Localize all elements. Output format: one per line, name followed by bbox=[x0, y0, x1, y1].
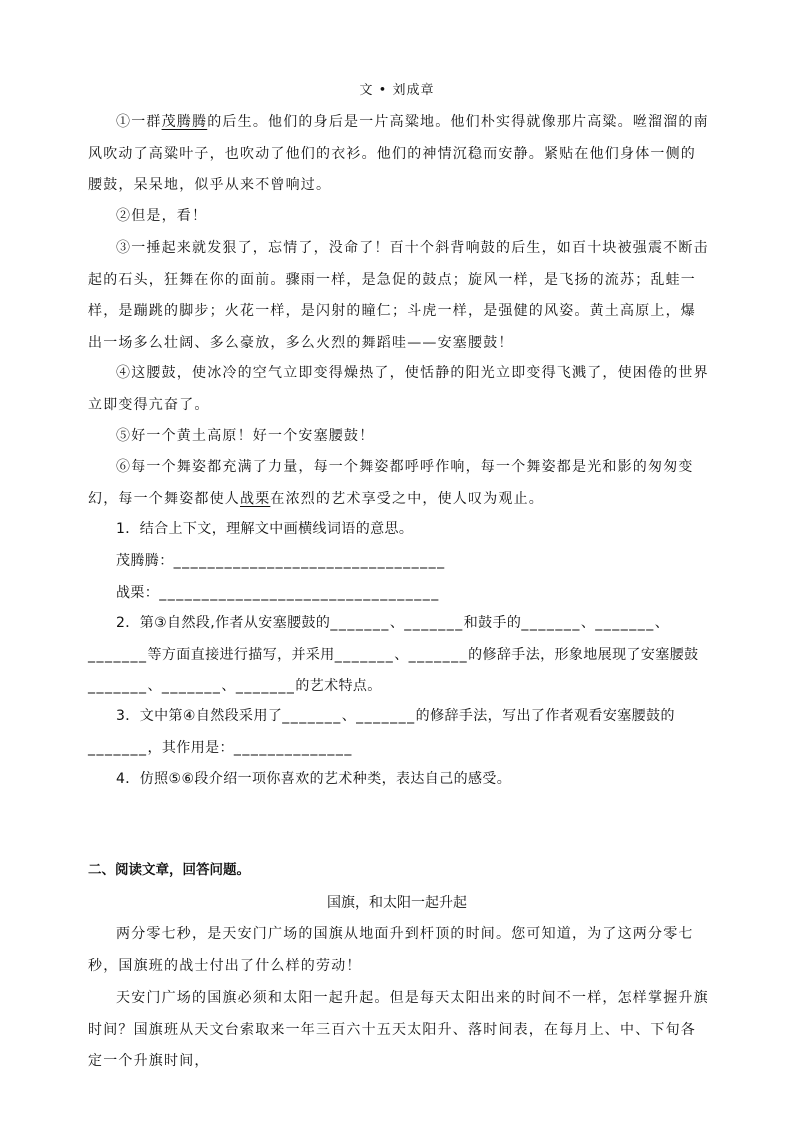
question-2-text: 、 bbox=[654, 615, 670, 631]
question-1b bbox=[88, 578, 710, 610]
question-2-text: 2．第③自然段,作者从安塞腰鼓的 bbox=[116, 615, 331, 631]
answer-blank[interactable]: _______ bbox=[235, 678, 296, 694]
underlined-term-2: 战栗 bbox=[240, 490, 271, 507]
answer-blank[interactable]: _______ bbox=[408, 646, 469, 663]
question-2 bbox=[88, 608, 710, 703]
paragraph-4: ④这腰鼓，使冰冷的空气立即变得燥热了，使恬静的阳光立即变得飞溅了，使困倦的世界立即变得亢奋了。 bbox=[88, 365, 709, 413]
answer-blank[interactable]: _______ bbox=[88, 646, 148, 663]
question-1b-label: 战栗： bbox=[116, 585, 160, 601]
answer-blank[interactable]: _________________________________ bbox=[159, 585, 440, 601]
question-2-text: 、 bbox=[394, 646, 409, 663]
paragraph-1 bbox=[88, 107, 710, 202]
paragraph-6 bbox=[88, 452, 710, 515]
answer-blank[interactable]: ________________________________ bbox=[173, 553, 446, 569]
paragraph-6-pre: ⑥每一个舞姿都充满了力量，每一个舞姿都呼呼作响，每一个舞姿都是光和影的匆匆变幻，每一个舞姿都使人 bbox=[88, 459, 694, 507]
answer-blank[interactable]: _______ bbox=[88, 678, 148, 694]
question-2-text: 的艺术特点。 bbox=[295, 678, 382, 694]
question-3 bbox=[88, 701, 710, 764]
question-3-text: 的修辞手法，写出了作者观看安塞腰鼓的 bbox=[415, 708, 675, 724]
answer-blank[interactable]: ______________ bbox=[233, 739, 353, 756]
question-3-text: ，其作用是： bbox=[147, 739, 234, 756]
paragraph-1-pre: ①一群 bbox=[116, 114, 162, 130]
question-3-text: 、 bbox=[341, 708, 357, 724]
answer-blank[interactable]: _______ bbox=[282, 708, 342, 724]
paragraph-5: ⑤好一个黄土高原！好一个安塞腰鼓！ bbox=[116, 428, 375, 444]
question-2-text: 、 bbox=[221, 678, 236, 694]
answer-blank[interactable]: _______ bbox=[334, 646, 395, 663]
question-1a-label: 茂腾腾： bbox=[116, 553, 174, 569]
paragraph-6-post: 在浓烈的艺术享受之中，使人叹为观止。 bbox=[270, 490, 545, 507]
question-4: 4．仿照⑤⑥段介绍一项你喜欢的艺术种类，表达自己的感受。 bbox=[116, 771, 512, 787]
paragraph-3: ③一捶起来就发狠了，忘情了，没命了！百十个斜背响鼓的后生，如百十块被强震不断击起的石头，狂舞在你的面前。骤雨一样，是急促的鼓点；旋风一样，是飞扬的流苏；乱蛙一样，是蹦跳的脚步；火花一样，是闪射的瞳仁；斗虎一样，是强健的风姿。黄土高原上，爆出一场多么壮阔、多么豪放，多么火烈的舞蹈哇——安塞腰鼓！ bbox=[88, 240, 709, 351]
underlined-term-1: 茂腾腾 bbox=[161, 114, 208, 130]
question-2-text: 、 bbox=[389, 615, 405, 631]
paragraph-2: ②但是，看！ bbox=[116, 208, 208, 224]
question-1: 1．结合上下文，理解文中画横线词语的意思。 bbox=[116, 521, 414, 537]
question-2-text: 、 bbox=[147, 678, 162, 694]
question-2-text: 等方面直接进行描写，并采用 bbox=[147, 646, 335, 663]
question-2-text: 、 bbox=[580, 615, 596, 631]
question-1a bbox=[88, 546, 710, 578]
question-3-text: 3．文中第④自然段采用了 bbox=[116, 708, 283, 724]
article-paragraph-1: 两分零七秒，是天安门广场的国旗从地面升到杆顶的时间。您可知道，为了这两分零七秒，国旗班的战士付出了什么样的劳动！ bbox=[88, 926, 694, 974]
question-2-text: 和鼓手的 bbox=[463, 615, 522, 631]
answer-blank[interactable]: _______ bbox=[330, 615, 390, 631]
article-title: 国旗，和太阳一起升起 bbox=[327, 895, 467, 911]
answer-blank[interactable]: _______ bbox=[356, 708, 416, 724]
answer-blank[interactable]: _______ bbox=[88, 739, 148, 756]
section-heading: 二、阅读文章，回答问题。 bbox=[88, 862, 250, 878]
answer-blank[interactable]: _______ bbox=[521, 615, 581, 631]
answer-blank[interactable]: _______ bbox=[161, 678, 222, 694]
question-2-text: 的修辞手法，形象地展现了安塞腰鼓 bbox=[468, 646, 699, 663]
paragraph-1-post: 的后生。他们的身后是一片高粱地。他们朴实得就像那片高粱。咝溜溜的南风吹动了高粱叶子，也吹动了他们的衣衫。他们的神情沉稳而安静。紧贴在他们身体一侧的腰鼓，呆呆地，似乎从来不曾响过。 bbox=[88, 114, 709, 193]
answer-blank[interactable]: _______ bbox=[595, 615, 655, 631]
answer-blank[interactable]: _______ bbox=[404, 615, 464, 631]
article-paragraph-2: 天安门广场的国旗必须和太阳一起升起。但是每天太阳出来的时间不一样，怎样掌握升旗时间？国旗班从天文台索取来一年三百六十五天太阳升、落时间表，在每月上、中、下旬各定一个升旗时间， bbox=[88, 990, 709, 1069]
author-line: 文 • 刘成章 bbox=[359, 83, 435, 98]
